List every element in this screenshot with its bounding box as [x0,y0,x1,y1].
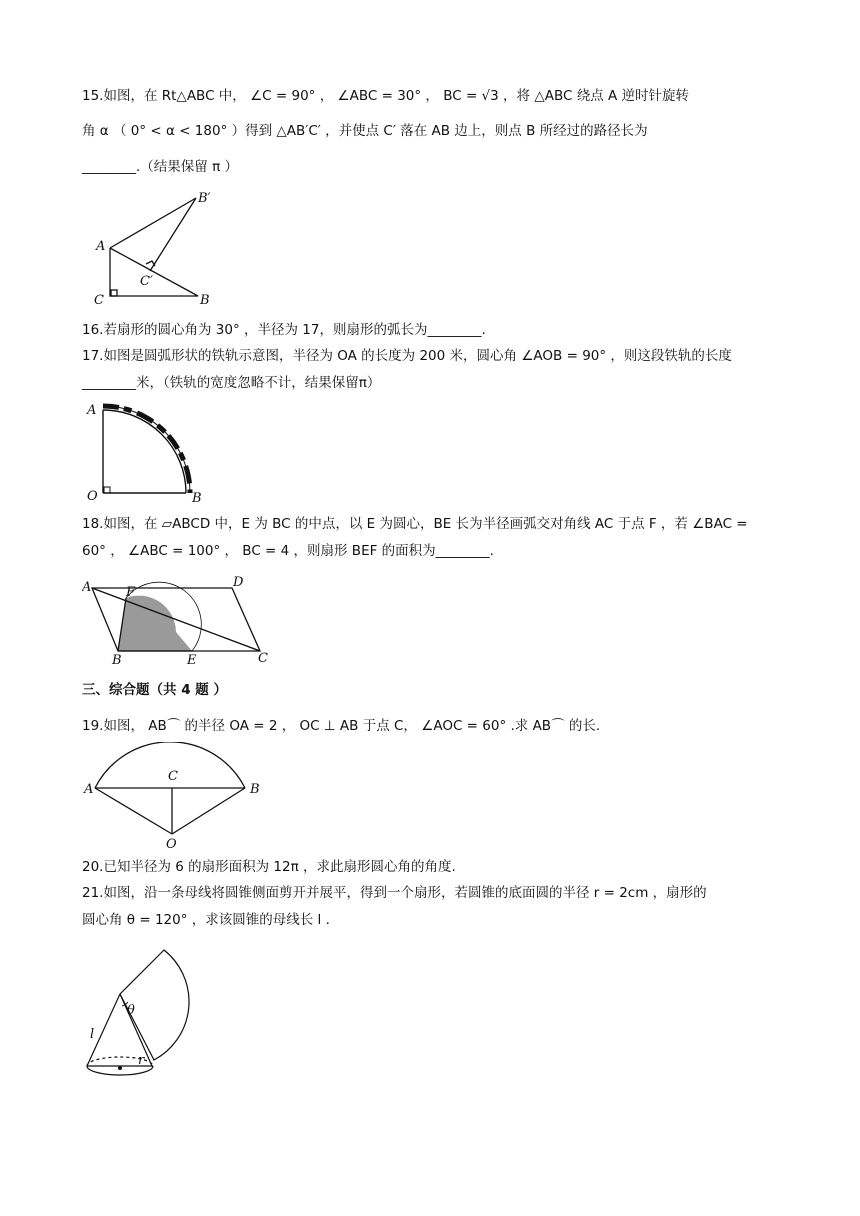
q18-line1: 18.如图，在 ▱ABCD 中，E 为 BC 的中点，以 E 为圆心，BE 长为半径画弧交对角线 AC 于点 F ，若 ∠BAC = [82,516,748,532]
label-e: E [187,653,197,668]
q21-line2: 圆心角 θ = 120° ，求该圆锥的母线长 l . [82,912,330,928]
label-a: A [87,403,97,418]
triangle-ab-prime-c-prime [110,198,196,271]
label-o: O [166,837,177,852]
label-a: A [96,239,106,254]
q15-line2: 角 α （ 0° < α < 180° ）得到 △AB′C′ ，并使点 C′ 落在 AB 边上，则点 B 所经过的路径长为 [82,123,648,139]
q15-line3: ________.（结果保留 π ） [82,159,239,175]
label-f: F [126,585,136,600]
q20-text: 20.已知半径为 6 的扇形面积为 12π ，求此扇形圆心角的角度. [82,859,456,875]
label-b: B [192,491,202,506]
label-c: C [94,293,104,308]
right-angle-mark-o [104,487,110,493]
right-angle-mark-c [111,290,117,296]
rail-sleepers [103,406,190,493]
radius-ob [172,788,245,834]
label-r: r [138,1053,145,1068]
q21-line1: 21.如图，沿一条母线将圆锥侧面剪开并展平，得到一个扇形，若圆锥的底面圆的半径 r = 2cm ，扇形的 [82,885,707,901]
q17-rail-figure [84,398,214,506]
label-theta: θ [127,1003,135,1018]
label-c-prime: C′ [140,274,153,289]
label-c: C [258,651,268,666]
label-c: C [168,769,178,784]
label-a: A [82,580,92,595]
base-center-dot [118,1066,122,1070]
inner-rail-arc [103,410,186,493]
q18-line2: 60° ， ∠ABC = 100° ， BC = 4 ，则扇形 BEF 的面积为________. [82,543,494,559]
label-b: B [200,293,210,308]
q19-arc-figure [82,742,272,856]
q21-cone-figure [82,938,212,1082]
q15-line1: 15.如图，在 Rt△ABC 中， ∠C = 90° ， ∠ABC = 30° ， BC = √3 ，将 △ABC 绕点 A 逆时针旋转 [82,88,690,104]
q15-triangle-figure [84,186,234,310]
shaded-sector-bef [118,596,192,651]
label-a: A [84,782,94,797]
label-b: B [112,653,122,668]
label-d: D [233,575,244,590]
q19-text: 19.如图， AB⌒ 的半径 OA = 2 ， OC ⊥ AB 于点 C， ∠AOC = 60° .求 AB⌒ 的长. [82,718,601,734]
q17-line1: 17.如图是圆弧形状的铁轨示意图，半径为 OA 的长度为 200 米，圆心角 ∠AOB = 90° ，则这段铁轨的长度 [82,348,732,364]
radius-oa [95,788,172,834]
label-o: O [87,489,98,504]
q16-text: 16.若扇形的圆心角为 30° ，半径为 17，则扇形的弧长为________. [82,322,486,338]
label-l: l [90,1027,95,1042]
label-b: B [250,782,260,797]
section-title: 三、综合题（共 4 题 ） [82,682,227,698]
triangle-abc [110,248,198,296]
q18-parallelogram-figure [82,572,282,668]
label-b-prime: B′ [198,191,211,206]
q17-line2: ________米，（铁轨的宽度忽略不计，结果保留π） [82,375,381,391]
